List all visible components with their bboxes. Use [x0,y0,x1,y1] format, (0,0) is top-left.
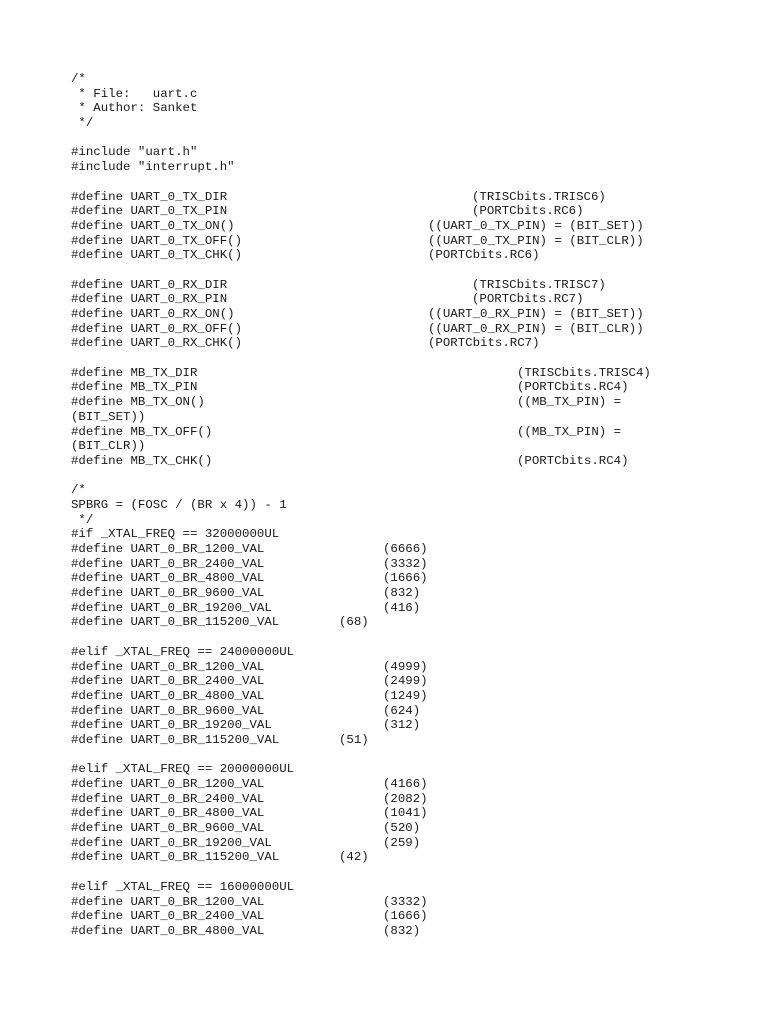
macro-value: (1041) [383,806,428,821]
code-line [71,307,731,322]
macro-value: (1249) [383,688,428,703]
macro-value: (42) [339,850,369,865]
code-line [71,160,731,175]
code-text: #define UART_0_BR_115200_VAL [71,615,280,630]
macro-value: (3332) [383,556,428,571]
code-text: #define UART_0_TX_ON() [71,218,235,233]
code-text: #define UART_0_RX_PIN [71,292,228,307]
code-text: #define UART_0_BR_9600_VAL [71,703,265,718]
blank-line [71,131,731,146]
code-text: SPBRG = (FOSC / (BR x 4)) - 1 [71,497,287,512]
code-text: #define UART_0_BR_19200_VAL [71,718,272,733]
macro-value: (312) [383,718,421,733]
macro-value: (4166) [383,777,428,791]
code-line [71,366,731,381]
macro-value: (51) [339,732,369,747]
code-text: #define UART_0_RX_OFF() [71,321,243,336]
code-text: (BIT_SET)) [71,409,146,424]
code-line [71,660,731,675]
code-line [71,792,731,807]
code-line [71,72,731,87]
macro-value: ((UART_0_RX_PIN) = (BIT_SET)) [428,307,644,321]
code-text: #define UART_0_BR_115200_VAL [71,732,280,747]
code-line [71,704,731,719]
code-line [71,850,731,865]
code-line [71,145,731,160]
code-line [71,718,731,733]
code-line [71,278,731,293]
code-text: #define UART_0_BR_1200_VAL [71,542,265,556]
code-line [71,557,731,572]
macro-value: ((UART_0_TX_PIN) = (BIT_SET)) [428,218,644,233]
code-line [71,733,731,748]
blank-line [71,175,731,190]
code-line [71,895,731,910]
macro-value: (TRISCbits.TRISC7) [472,277,606,292]
macro-value: (4999) [383,659,428,674]
code-text: #define MB_TX_ON() [71,395,205,410]
code-line [71,190,731,205]
code-text: (BIT_CLR)) [71,439,146,454]
code-line [71,527,731,542]
code-text: #define UART_0_BR_2400_VAL [71,909,265,924]
code-text: #define UART_0_TX_OFF() [71,233,243,248]
macro-value: (PORTCbits.RC7) [472,292,584,307]
code-text: #define UART_0_RX_CHK() [71,336,243,351]
code-text: #define MB_TX_DIR [71,365,198,380]
macro-value: (520) [383,821,421,836]
macro-value: (PORTCbits.RC6) [428,248,540,263]
code-line [71,762,731,777]
code-text: #define UART_0_TX_PIN [71,204,228,219]
code-line [71,116,731,131]
code-text: #define UART_0_BR_2400_VAL [71,791,265,806]
code-text: #define UART_0_BR_1200_VAL [71,777,265,791]
code-line [71,674,731,689]
code-line [71,806,731,821]
code-text: #define MB_TX_PIN [71,380,198,395]
macro-value: (PORTCbits.RC4) [517,453,629,468]
source-code-listing [71,72,731,939]
macro-value: (PORTCbits.RC6) [472,204,584,219]
code-text: #define UART_0_TX_CHK() [71,248,243,263]
code-text: #define UART_0_TX_DIR [71,189,228,204]
code-line [71,219,731,234]
code-text: */ [71,512,94,527]
macro-value: (68) [339,615,369,630]
code-line [71,395,731,410]
code-text: #define UART_0_BR_2400_VAL [71,556,265,571]
code-line [71,380,731,395]
code-line [71,292,731,307]
code-text: #define UART_0_BR_1200_VAL [71,659,265,674]
code-line [71,454,731,469]
code-text: #define UART_0_RX_DIR [71,277,228,292]
code-text: #elif _XTAL_FREQ == 24000000UL [71,644,295,659]
code-line [71,909,731,924]
code-line [71,498,731,513]
code-line [71,204,731,219]
macro-value: (259) [383,835,421,850]
code-text: #include "uart.h" [71,145,198,160]
code-text: #if _XTAL_FREQ == 32000000UL [71,527,280,542]
code-text: #define MB_TX_OFF() [71,424,213,439]
code-line [71,571,731,586]
code-text: #define UART_0_BR_4800_VAL [71,688,265,703]
code-text: #define UART_0_BR_4800_VAL [71,571,265,586]
code-text: #elif _XTAL_FREQ == 16000000UL [71,879,295,894]
code-line [71,645,731,660]
macro-value: (PORTCbits.RC4) [517,380,629,395]
code-text: #define UART_0_RX_ON() [71,307,235,321]
macro-value: ((MB_TX_PIN) = [517,395,622,410]
blank-line [71,351,731,366]
macro-value: ((UART_0_RX_PIN) = (BIT_CLR)) [428,321,644,336]
code-line [71,483,731,498]
code-text: #define UART_0_BR_9600_VAL [71,821,265,836]
code-text: #define UART_0_BR_4800_VAL [71,806,265,821]
macro-value: (6666) [383,542,428,556]
blank-line [71,263,731,278]
macro-value: (2499) [383,674,428,689]
macro-value: (2082) [383,791,428,806]
code-text: * Author: Sanket [71,101,198,116]
code-line [71,880,731,895]
macro-value: (832) [383,586,421,601]
blank-line [71,865,731,880]
code-line [71,586,731,601]
code-text: #define UART_0_BR_115200_VAL [71,850,280,865]
macro-value: ((UART_0_TX_PIN) = (BIT_CLR)) [428,233,644,248]
code-text: /* [71,483,86,498]
code-line [71,410,731,425]
code-line [71,513,731,528]
macro-value: (416) [383,600,421,615]
code-text: #include "interrupt.h" [71,160,235,175]
code-line [71,234,731,249]
code-line [71,601,731,616]
code-line [71,777,731,792]
blank-line [71,469,731,484]
macro-value: (1666) [383,909,428,924]
code-line [71,689,731,704]
code-line [71,101,731,116]
code-line [71,924,731,939]
code-text: #define UART_0_BR_19200_VAL [71,600,272,615]
code-line [71,542,731,557]
code-text: #define UART_0_BR_1200_VAL [71,894,265,909]
code-text: */ [71,116,94,131]
code-line [71,425,731,440]
blank-line [71,630,731,645]
code-text: #define UART_0_BR_9600_VAL [71,586,265,601]
code-text: #define UART_0_BR_19200_VAL [71,835,272,850]
macro-value: (TRISCbits.TRISC4) [517,365,651,380]
code-line [71,615,731,630]
macro-value: (1666) [383,571,428,586]
code-text: #define MB_TX_CHK() [71,453,213,468]
macro-value: (3332) [383,894,428,909]
code-line [71,336,731,351]
code-line [71,87,731,102]
code-text: /* [71,72,86,86]
code-text: * File: uart.c [71,86,198,101]
macro-value: (TRISCbits.TRISC6) [472,189,606,204]
code-text: #define UART_0_BR_2400_VAL [71,674,265,689]
code-line [71,322,731,337]
blank-line [71,748,731,763]
macro-value: (PORTCbits.RC7) [428,336,540,351]
macro-value: (624) [383,703,421,718]
code-text: #elif _XTAL_FREQ == 20000000UL [71,762,295,777]
code-line [71,836,731,851]
code-line [71,439,731,454]
macro-value: ((MB_TX_PIN) = [517,424,622,439]
code-text: #define UART_0_BR_4800_VAL [71,923,265,938]
macro-value: (832) [383,923,421,938]
code-line [71,248,731,263]
code-line [71,821,731,836]
